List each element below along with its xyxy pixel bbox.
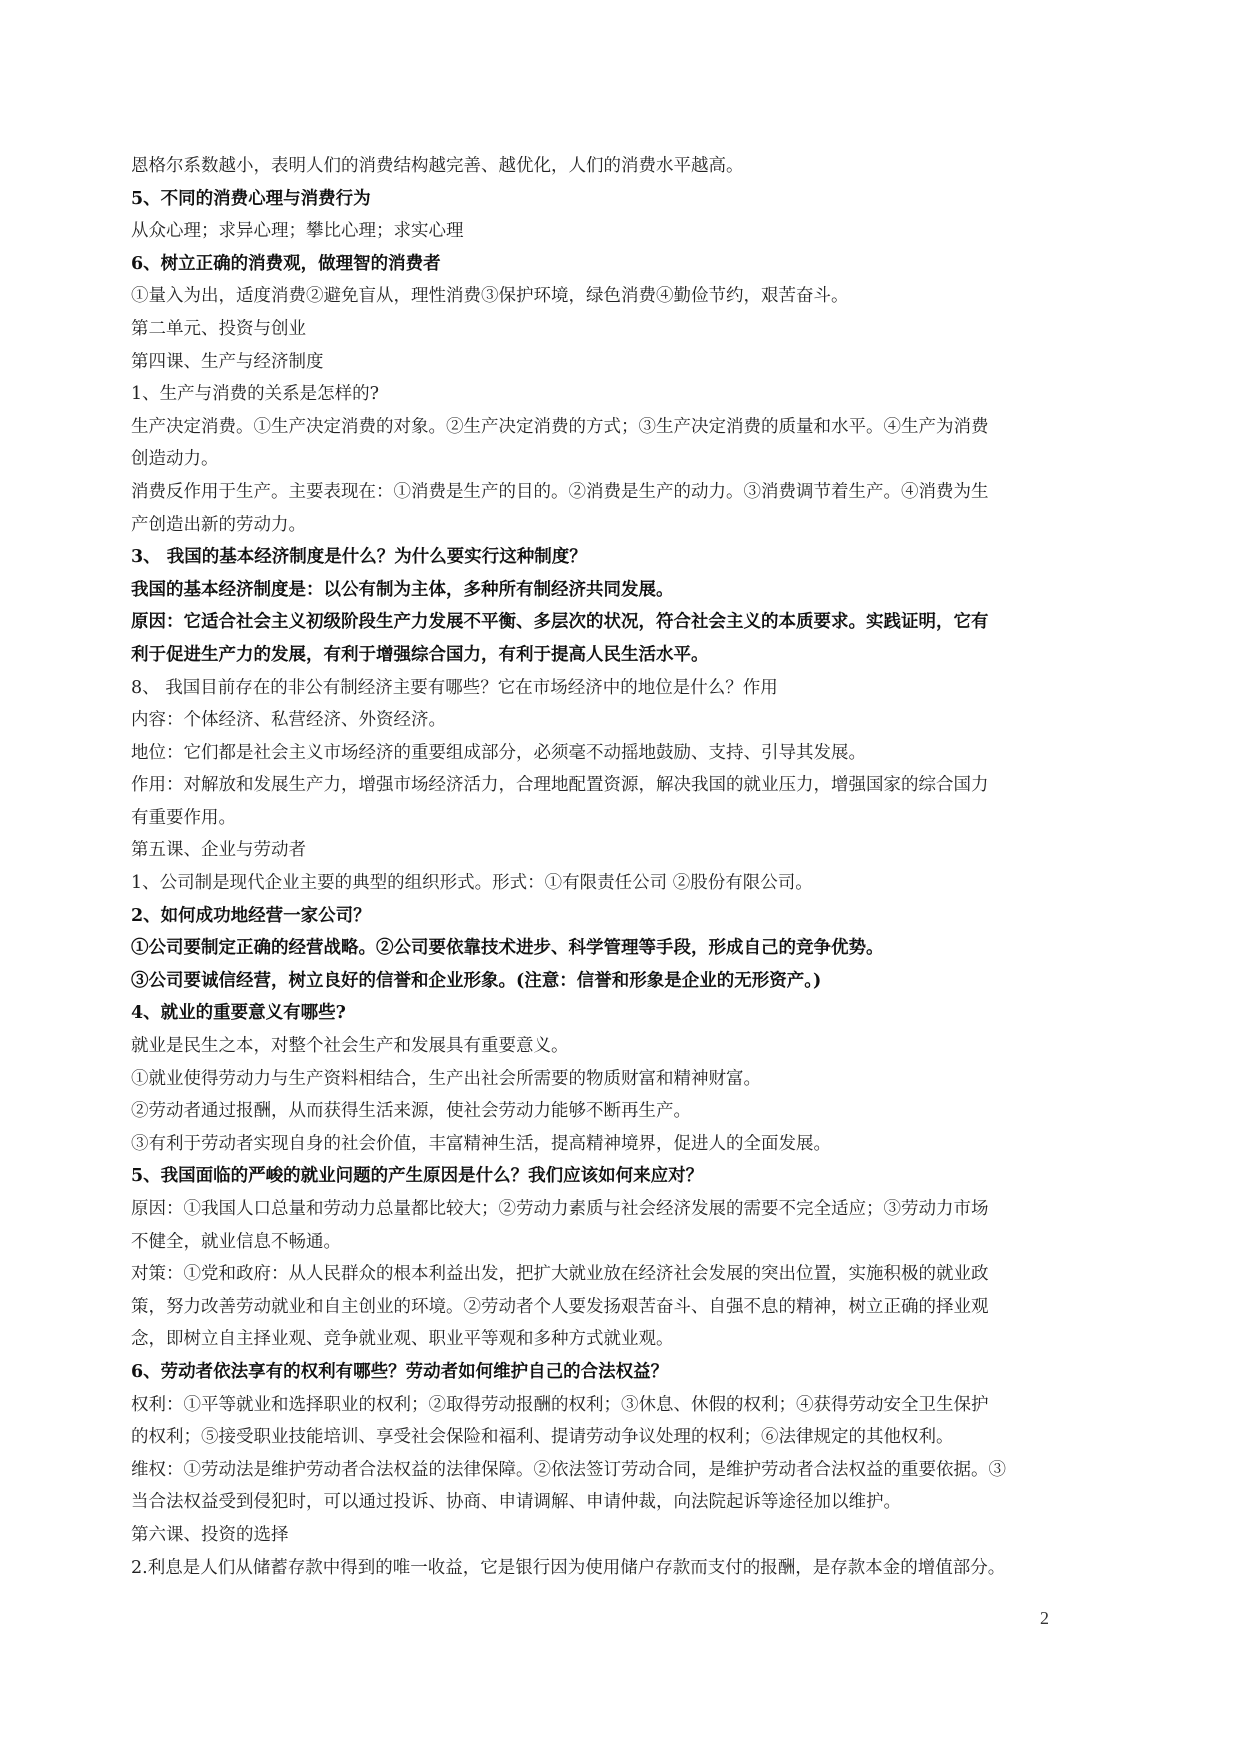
- text-line: 生产决定消费。①生产决定消费的对象。②生产决定消费的方式；③生产决定消费的质量和水平。④生产为消费: [131, 416, 989, 437]
- heading-line: 6、劳动者依法享有的权利有哪些？劳动者如何维护自己的合法权益？: [131, 1361, 669, 1382]
- text-line: ①就业使得劳动力与生产资料相结合，生产出社会所需要的物质财富和精神财富。: [131, 1068, 761, 1089]
- text-line: 策，努力改善劳动就业和自主创业的环境。②劳动者个人要发扬艰苦奋斗、自强不息的精神，树立正确的择业观: [131, 1296, 989, 1317]
- text-line: ①量入为出，适度消费②避免盲从，理性消费③保护环境，绿色消费④勤俭节约，艰苦奋斗。: [131, 286, 849, 307]
- text-line: 有重要作用。: [131, 807, 236, 828]
- text-line: 第二单元、投资与创业: [131, 318, 306, 339]
- text-line: 第四课、生产与经济制度: [131, 351, 324, 372]
- page-number: 2: [1040, 1608, 1049, 1628]
- document-body: [131, 150, 1061, 1584]
- heading-line: 原因：它适合社会主义初级阶段生产力发展不平衡、多层次的状况，符合社会主义的本质要求。实践证明，它有: [131, 612, 989, 633]
- text-line: 第六课、投资的选择: [131, 1524, 289, 1545]
- text-line: 念，即树立自主择业观、竞争就业观、职业平等观和多种方式就业观。: [131, 1329, 674, 1350]
- text-line: 消费反作用于生产。主要表现在：①消费是生产的目的。②消费是生产的动力。③消费调节着生产。④消费为生: [131, 481, 989, 502]
- text-line: ②劳动者通过报酬，从而获得生活来源，使社会劳动力能够不断再生产。: [131, 1101, 691, 1122]
- text-line: 创造动力。: [131, 449, 219, 470]
- text-line: 就业是民生之本，对整个社会生产和发展具有重要意义。: [131, 1036, 569, 1057]
- heading-line: ①公司要制定正确的经营战略。②公司要依靠技术进步、科学管理等手段，形成自己的竞争优势。: [131, 938, 884, 959]
- text-line: 从众心理；求异心理；攀比心理；求实心理: [131, 221, 464, 242]
- heading-line: 5、不同的消费心理与消费行为: [131, 188, 371, 209]
- text-line: 对策：①党和政府：从人民群众的根本利益出发，把扩大就业放在经济社会发展的突出位置，实施积极的就业政: [131, 1264, 989, 1285]
- text-line: 2.利息是人们从储蓄存款中得到的唯一收益，它是银行因为使用储户存款而支付的报酬，是存款本金的增值部分。: [131, 1557, 1006, 1578]
- text-line: 1、公司制是现代企业主要的典型的组织形式。形式：①有限责任公司 ②股份有限公司。: [131, 873, 813, 894]
- text-line: 权利：①平等就业和选择职业的权利；②取得劳动报酬的权利；③休息、休假的权利；④获得劳动安全卫生保护: [131, 1394, 989, 1415]
- text-line: 恩格尔系数越小，表明人们的消费结构越完善、越优化，人们的消费水平越高。: [131, 156, 744, 176]
- heading-line: 利于促进生产力的发展，有利于增强综合国力，有利于提高人民生活水平。: [131, 644, 709, 665]
- heading-line: 5、我国面临的严峻的就业问题的产生原因是什么？我们应该如何来应对？: [131, 1166, 704, 1187]
- heading-line: 6、树立正确的消费观，做理智的消费者: [131, 253, 441, 274]
- text-line: 1、生产与消费的关系是怎样的?: [131, 384, 380, 405]
- heading-line: 4、就业的重要意义有哪些?: [131, 1003, 346, 1024]
- text-line: 原因：①我国人口总量和劳动力总量都比较大；②劳动力素质与社会经济发展的需要不完全适应；③劳动力市场: [131, 1199, 989, 1219]
- text-line: ③有利于劳动者实现自身的社会价值，丰富精神生活，提高精神境界，促进人的全面发展。: [131, 1133, 831, 1154]
- text-line: 地位：它们都是社会主义市场经济的重要组成部分，必须毫不动摇地鼓励、支持、引导其发展。: [131, 742, 866, 763]
- heading-line: 我国的基本经济制度是：以公有制为主体，多种所有制经济共同发展。: [131, 579, 674, 600]
- text-line: 8、 我国目前存在的非公有制经济主要有哪些？它在市场经济中的地位是什么？作用: [131, 677, 778, 698]
- heading-line: 2、如何成功地经营一家公司？: [131, 905, 371, 926]
- text-line: 当合法权益受到侵犯时，可以通过投诉、协商、申请调解、申请仲裁，向法院起诉等途径加以维护。: [131, 1492, 901, 1513]
- heading-line: 3、 我国的基本经济制度是什么？为什么要实行这种制度？: [131, 547, 587, 568]
- text-line: 的权利；⑤接受职业技能培训、享受社会保险和福利、提请劳动争议处理的权利；⑥法律规定的其他权利。: [131, 1427, 954, 1448]
- text-line: 不健全，就业信息不畅通。: [131, 1231, 341, 1252]
- heading-line: ③公司要诚信经营，树立良好的信誉和企业形象。(注意：信誉和形象是企业的无形资产。): [131, 970, 822, 991]
- text-line: 第五课、企业与劳动者: [131, 840, 306, 861]
- text-line: 产创造出新的劳动力。: [131, 514, 306, 535]
- text-line: 内容：个体经济、私营经济、外资经济。: [131, 710, 446, 731]
- text-line: 作用：对解放和发展生产力，增强市场经济活力，合理地配置资源，解决我国的就业压力，增强国家的综合国力: [131, 775, 989, 796]
- text-line: 维权：①劳动法是维护劳动者合法权益的法律保障。②依法签订劳动合同，是维护劳动者合法权益的重要依据。③: [131, 1459, 1006, 1480]
